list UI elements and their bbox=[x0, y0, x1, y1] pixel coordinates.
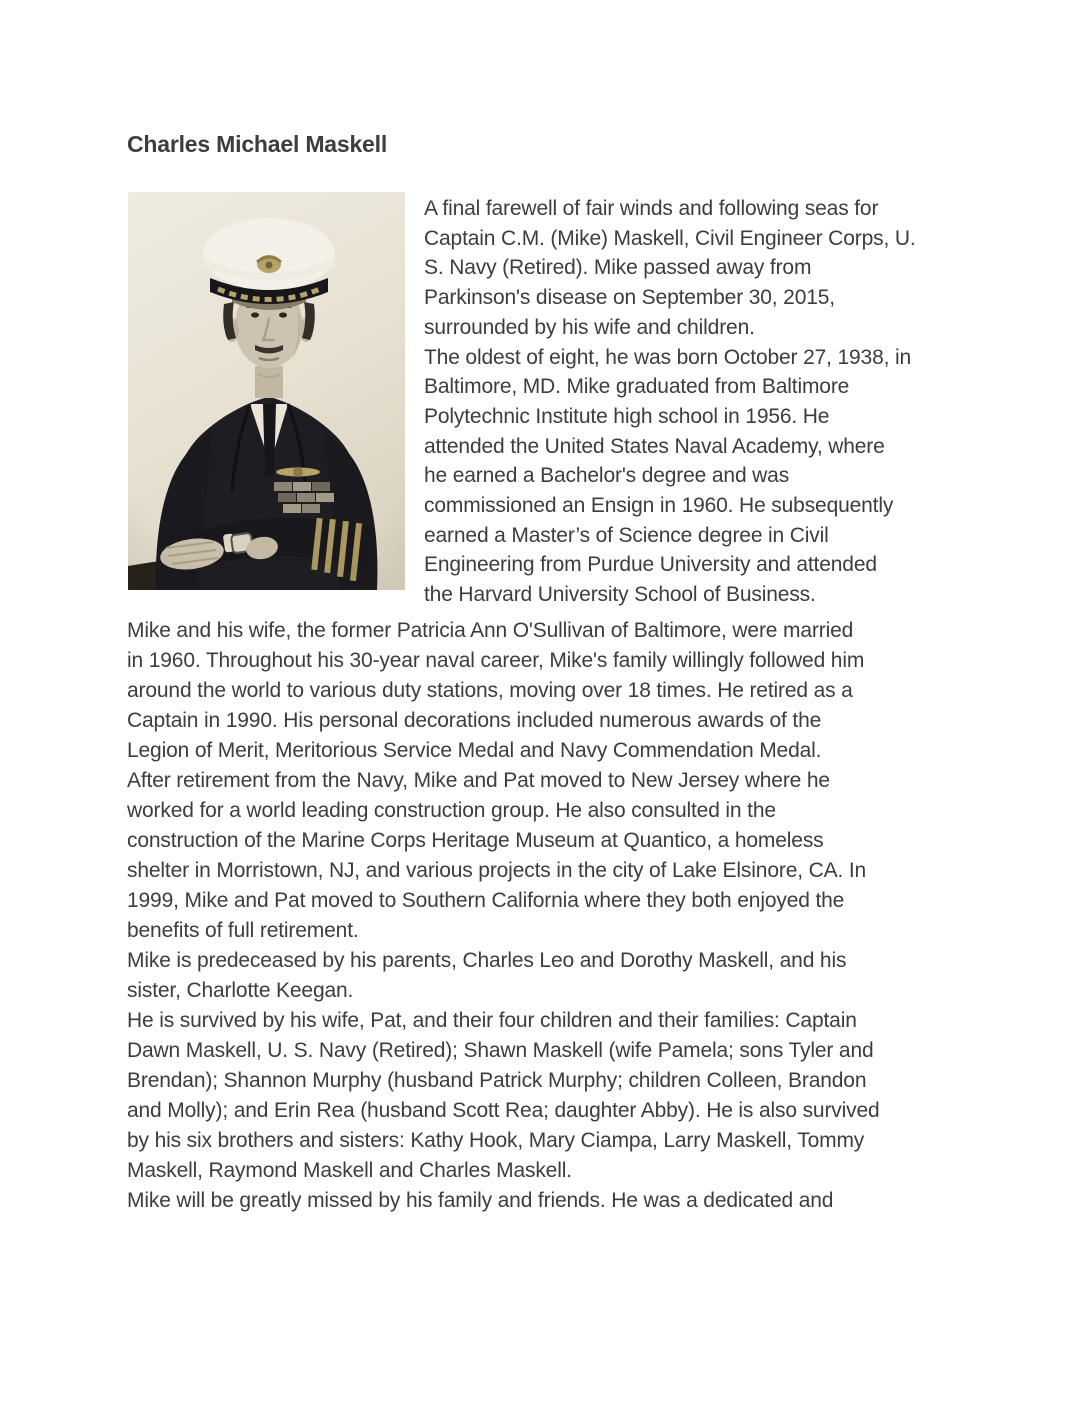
page-title: Charles Michael Maskell bbox=[127, 131, 388, 157]
text-line: by his six brothers and sisters: Kathy Hook, Mary Ciampa, Larry Maskell, Tommy bbox=[127, 1129, 865, 1152]
body-paragraphs bbox=[127, 616, 880, 1216]
text-line: 1999, Mike and Pat moved to Southern California where they both enjoyed the bbox=[127, 889, 845, 912]
text-line: Brendan); Shannon Murphy (husband Patrick Murphy; children Colleen, Brandon bbox=[127, 1069, 867, 1092]
text-line: shelter in Morristown, NJ, and various projects in the city of Lake Elsinore, CA. In bbox=[127, 859, 867, 882]
text-line: He is survived by his wife, Pat, and their four children and their families: Captain bbox=[127, 1009, 857, 1032]
text-line: surrounded by his wife and children. bbox=[424, 315, 755, 339]
text-line: Legion of Merit, Meritorious Service Medal and Navy Commendation Medal. bbox=[127, 739, 822, 762]
text-line: Mike and his wife, the former Patricia Ann O'Sullivan of Baltimore, were married bbox=[127, 619, 854, 642]
text-line: in 1960. Throughout his 30-year naval career, Mike's family willingly followed him bbox=[127, 649, 865, 672]
text-line: Mike is predeceased by his parents, Charles Leo and Dorothy Maskell, and his bbox=[127, 949, 847, 972]
text-line: The oldest of eight, he was born October 27, 1938, in bbox=[424, 345, 912, 369]
text-line: Dawn Maskell, U. S. Navy (Retired); Shawn Maskell (wife Pamela; sons Tyler and bbox=[127, 1039, 874, 1062]
portrait-photo bbox=[128, 192, 405, 590]
text-line: Parkinson's disease on September 30, 2015, bbox=[424, 286, 835, 310]
text-line: Captain C.M. (Mike) Maskell, Civil Engineer Corps, U. bbox=[424, 226, 916, 250]
text-line: After retirement from the Navy, Mike and Pat moved to New Jersey where he bbox=[127, 769, 830, 792]
text-line: Engineering from Purdue University and attended bbox=[424, 553, 877, 577]
portrait-photo-image bbox=[128, 192, 405, 590]
intro-paragraph bbox=[424, 194, 916, 610]
text-line: earned a Master’s of Science degree in Civil bbox=[424, 523, 829, 547]
text-line: attended the United States Naval Academy, where bbox=[424, 434, 885, 458]
text-line: he earned a Bachelor's degree and was bbox=[424, 464, 790, 488]
text-line: S. Navy (Retired). Mike passed away from bbox=[424, 256, 812, 280]
text-line: Maskell, Raymond Maskell and Charles Maskell. bbox=[127, 1159, 572, 1182]
text-line: Captain in 1990. His personal decorations included numerous awards of the bbox=[127, 709, 822, 732]
text-line: A final farewell of fair winds and following seas for bbox=[424, 197, 879, 220]
text-line: worked for a world leading construction group. He also consulted in the bbox=[127, 799, 776, 822]
text-line: Polytechnic Institute high school in 1956. He bbox=[424, 404, 830, 428]
text-line: around the world to various duty stations, moving over 18 times. He retired as a bbox=[127, 679, 853, 702]
text-line: and Molly); and Erin Rea (husband Scott Rea; daughter Abby). He is also survived bbox=[127, 1099, 880, 1122]
text-line: the Harvard University School of Business. bbox=[424, 583, 816, 607]
text-line: Baltimore, MD. Mike graduated from Baltimore bbox=[424, 375, 850, 399]
text-line: sister, Charlotte Keegan. bbox=[127, 979, 354, 1002]
text-line: Mike will be greatly missed by his family and friends. He was a dedicated and bbox=[127, 1189, 834, 1212]
text-line: benefits of full retirement. bbox=[127, 919, 359, 942]
text-line: construction of the Marine Corps Heritage Museum at Quantico, a homeless bbox=[127, 829, 824, 852]
text-line: commissioned an Ensign in 1960. He subsequently bbox=[424, 494, 894, 518]
